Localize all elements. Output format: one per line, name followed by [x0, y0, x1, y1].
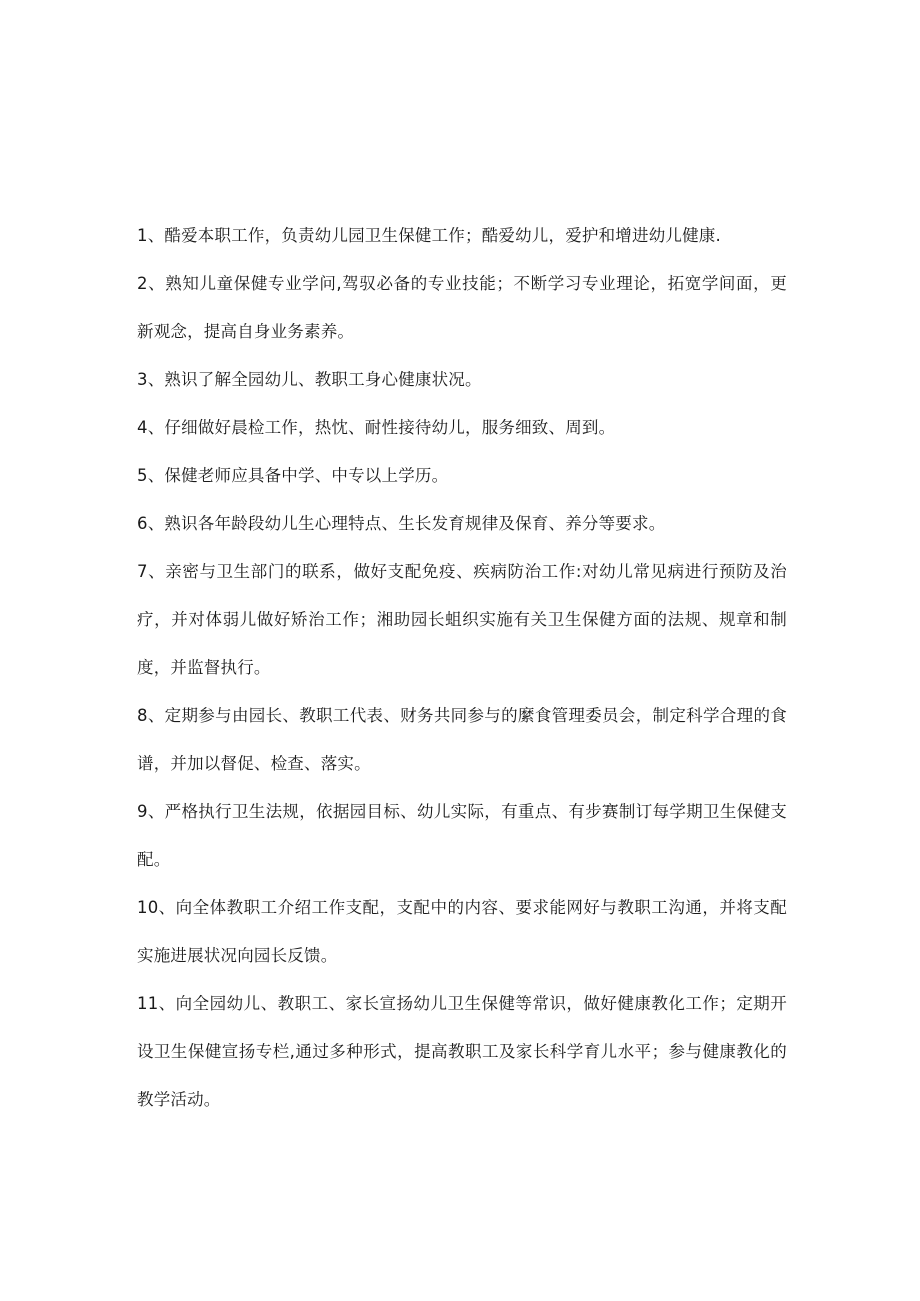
duty-item-11: 11、向全园幼儿、教职工、家长宣扬幼儿卫生保健等常识，做好健康教化工作；定期开设卫生保健宣扬专栏,通过多种形式，提高教职工及家长科学育儿水平；参与健康教化的教学活动。 — [137, 994, 787, 1109]
document-body — [137, 212, 787, 1124]
duty-item-2: 2、熟知儿童保健专业学问,驾驭必备的专业技能；不断学习专业理论，拓宽学间面，更新观念，提高自身业务素养。 — [137, 274, 787, 341]
duty-item-3: 3、熟识了解全园幼儿、教职工身心健康状况。 — [137, 370, 482, 389]
duty-item-10: 10、向全体教职工介绍工作支配，支配中的内容、要求能网好与教职工沟通，并将支配实施进展状况向园长反馈。 — [137, 898, 787, 965]
duty-item-4: 4、仔细做好晨检工作，热忱、耐性接待幼儿，服务细致、周到。 — [137, 418, 616, 437]
duty-item-9: 9、严格执行卫生法规，依据园目标、幼儿实际，有重点、有步赛制订每学期卫生保健支配。 — [137, 802, 787, 869]
duty-item-5: 5、保健老师应具备中学、中专以上学历。 — [137, 466, 449, 485]
duty-item-6: 6、熟识各年龄段幼儿生心理特点、生长发育规律及保育、养分等要求。 — [137, 514, 666, 533]
duty-item-7: 7、亲密与卫生部门的联系，做好支配免疫、疾病防治工作:对幼儿常见病进行预防及治疗，并对体弱儿做好矫治工作；湘助园长蛆织实施有关卫生保健方面的法规、规章和制度，并监督执行。 — [137, 562, 787, 677]
duty-item-1: 1、酷爱本职工作，负责幼儿园卫生保健工作；酷爱幼儿，爱护和增进幼儿健康. — [137, 226, 721, 245]
duty-item-8: 8、定期参与由园长、教职工代表、财务共同参与的縻食管理委员会，制定科学合理的食谱，并加以督促、检查、落实。 — [137, 706, 787, 773]
